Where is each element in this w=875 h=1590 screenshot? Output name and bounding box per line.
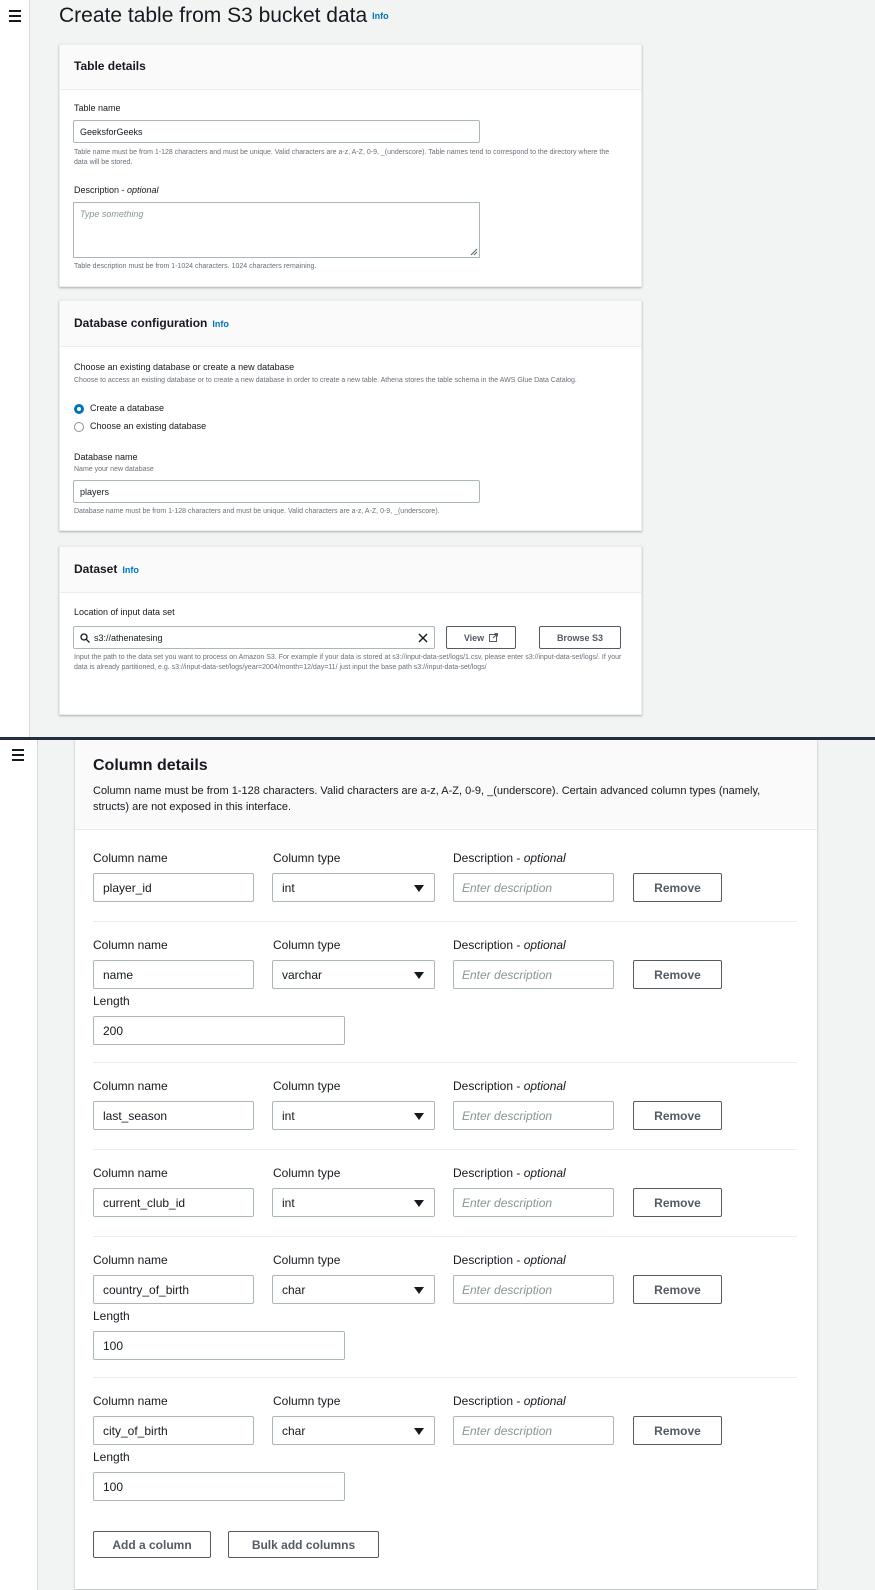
column-type-label: Column type (273, 1394, 341, 1408)
caret-down-icon (414, 1428, 424, 1435)
column-description-label (453, 1253, 566, 1267)
column-type-label: Column type (273, 938, 341, 952)
column-details-panel (75, 739, 817, 1589)
bulk-add-columns-button[interactable]: Bulk add columns (228, 1531, 379, 1558)
remove-button[interactable]: Remove (633, 1416, 722, 1445)
dataset-info-link[interactable]: Info (122, 564, 139, 575)
browse-s3-button[interactable]: Browse S3 (539, 626, 621, 649)
database-name-subtext: Name your new database (74, 466, 154, 473)
database-name-input[interactable]: players (73, 480, 480, 503)
column-description-optional: optional (523, 1253, 566, 1267)
column-type-label: Column type (273, 851, 341, 865)
table-name-label: Table name (74, 103, 121, 113)
column-name-input[interactable]: last_season (93, 1101, 254, 1130)
column-description-label-text: Description - (453, 1394, 524, 1408)
choose-db-hint: Choose to access an existing database or to create a new database in order to create a new table. Athena stores the table schema in the AWS Glue Data Catalog. (74, 377, 577, 384)
column-name-label: Column name (93, 938, 168, 952)
existing-database-radio[interactable] (74, 422, 84, 432)
database-config-info-link[interactable]: Info (212, 318, 229, 329)
column-description-label-text: Description - (453, 1253, 524, 1267)
column-type-value: int (282, 1195, 295, 1210)
create-database-radio[interactable] (74, 404, 84, 414)
length-input[interactable]: 100 (93, 1472, 345, 1501)
page-info-link[interactable]: Info (372, 11, 389, 22)
column-type-select[interactable] (272, 1188, 435, 1217)
table-details-title: Table details (74, 59, 146, 73)
description-label (74, 185, 159, 195)
column-name-input[interactable]: player_id (93, 873, 254, 902)
page-title (59, 4, 389, 28)
remove-button[interactable]: Remove (633, 1275, 722, 1304)
location-label: Location of input data set (74, 607, 175, 617)
column-type-value: char (282, 1423, 306, 1438)
table-name-hint: Table name must be from 1-128 characters and must be unique. Valid characters are a-z, A-Z, 0-9, _(underscore). Table names tend to correspond to the directory where the data will be stored. (74, 149, 610, 166)
create-database-label[interactable]: Create a database (90, 403, 165, 413)
database-config-header (60, 301, 641, 347)
column-name-input[interactable]: country_of_birth (93, 1275, 254, 1304)
screenshot-divider (0, 737, 875, 740)
column-description-input[interactable]: Enter description (453, 960, 614, 989)
column-description-label-text: Description - (453, 1166, 524, 1180)
row-separator (93, 1236, 797, 1237)
column-type-select[interactable] (272, 1275, 435, 1304)
clear-icon[interactable] (418, 633, 428, 643)
column-description-label (453, 938, 566, 952)
dataset-title (74, 562, 139, 576)
caret-down-icon (414, 972, 424, 979)
column-description-input[interactable]: Enter description (453, 1275, 614, 1304)
view-button[interactable] (446, 626, 516, 649)
location-hint: Input the path to the data set you want to process on Amazon S3. For example if your data is stored at s3://input-data-set/logs/1.csv, please enter s3://input-data-set/logs/. If your data is already partitioned, e.g. s3://input-data-set/logs/year=2004/month=12/day=11/ just input the base path s3://input-data-set/logs/ (74, 654, 622, 671)
column-description-optional: optional (523, 851, 566, 865)
column-description-optional: optional (523, 938, 566, 952)
view-button-label: View (463, 632, 485, 643)
remove-button[interactable]: Remove (633, 1188, 722, 1217)
row-separator (93, 1062, 797, 1063)
column-name-label: Column name (93, 1166, 168, 1180)
column-description-input[interactable]: Enter description (453, 873, 614, 902)
database-name-hint: Database name must be from 1-128 characters and must be unique. Valid characters are a-z, A-Z, 0-9, _(underscore). (74, 508, 440, 515)
column-name-input[interactable]: name (93, 960, 254, 989)
database-config-title (74, 316, 229, 330)
description-textarea[interactable]: Type something (73, 202, 480, 258)
table-details-panel (59, 44, 642, 287)
row-separator (93, 1149, 797, 1150)
menu-icon[interactable] (9, 10, 21, 22)
row-separator (93, 921, 797, 922)
column-description-input[interactable]: Enter description (453, 1188, 614, 1217)
menu-icon-2[interactable] (12, 749, 24, 761)
length-label: Length (93, 1309, 130, 1323)
remove-button[interactable]: Remove (633, 873, 722, 902)
column-type-select[interactable] (272, 873, 435, 902)
column-description-label-text: Description - (453, 851, 524, 865)
column-type-value: int (282, 880, 295, 895)
table-name-input[interactable]: GeeksforGeeks (73, 120, 480, 143)
column-name-label: Column name (93, 851, 168, 865)
column-type-label: Column type (273, 1079, 341, 1093)
caret-down-icon (414, 885, 424, 892)
side-nav-bar (0, 0, 30, 737)
column-name-input[interactable]: current_club_id (93, 1188, 254, 1217)
description-label-text: Description - (74, 185, 128, 195)
column-name-label: Column name (93, 1394, 168, 1408)
column-description-label-text: Description - (453, 1079, 524, 1093)
database-config-title-text: Database configuration (74, 316, 208, 330)
resize-handle-icon[interactable] (470, 248, 478, 256)
caret-down-icon (414, 1200, 424, 1207)
database-config-panel (59, 300, 642, 531)
description-optional: optional (127, 185, 159, 195)
bottom-screenshot (0, 739, 875, 1590)
column-type-value: int (282, 1108, 295, 1123)
location-value: s3://athenatesing (94, 632, 163, 643)
column-type-label: Column type (273, 1166, 341, 1180)
choose-db-label: Choose an existing database or create a new database (74, 362, 295, 372)
dataset-title-text: Dataset (74, 562, 118, 576)
column-description-label-text: Description - (453, 938, 524, 952)
column-description-optional: optional (523, 1166, 566, 1180)
length-input[interactable]: 100 (93, 1331, 345, 1360)
page-title-text: Create table from S3 bucket data (59, 4, 368, 27)
column-type-value: varchar (282, 967, 323, 982)
column-description-label (453, 1394, 566, 1408)
column-type-label: Column type (273, 1253, 341, 1267)
top-screenshot (0, 0, 875, 737)
column-details-description: Column name must be from 1-128 characters. Valid characters are a-z, A-Z, 0-9, _(underscore). Certain advanced column types (namely, structs) are not exposed in this interface. (93, 785, 761, 813)
table-details-header (60, 45, 641, 90)
database-name-label: Database name (74, 452, 138, 462)
length-input[interactable]: 200 (93, 1016, 345, 1045)
column-details-title: Column details (93, 757, 208, 774)
column-type-value: char (282, 1282, 306, 1297)
side-nav-bar-2 (0, 739, 38, 1590)
external-link-icon (489, 633, 498, 642)
column-description-input[interactable]: Enter description (453, 1416, 614, 1445)
column-name-input[interactable]: city_of_birth (93, 1416, 254, 1445)
column-description-input[interactable]: Enter description (453, 1101, 614, 1130)
remove-button[interactable]: Remove (633, 1101, 722, 1130)
column-description-label (453, 1166, 566, 1180)
location-input[interactable] (73, 626, 435, 649)
existing-database-label[interactable]: Choose an existing database (90, 421, 207, 431)
row-separator (93, 1377, 797, 1378)
column-type-select[interactable] (272, 960, 435, 989)
column-name-label: Column name (93, 1253, 168, 1267)
column-type-select[interactable] (272, 1101, 435, 1130)
search-icon (80, 633, 90, 643)
caret-down-icon (414, 1287, 424, 1294)
description-hint: Table description must be from 1-1024 characters. 1024 characters remaining. (74, 263, 317, 270)
column-name-label: Column name (93, 1079, 168, 1093)
dataset-panel (59, 546, 642, 715)
add-column-button[interactable]: Add a column (93, 1531, 211, 1558)
column-description-optional: optional (523, 1394, 566, 1408)
caret-down-icon (414, 1113, 424, 1120)
remove-button[interactable]: Remove (633, 960, 722, 989)
dataset-header (60, 547, 641, 593)
column-type-select[interactable] (272, 1416, 435, 1445)
column-details-header (75, 739, 817, 830)
length-label: Length (93, 994, 130, 1008)
column-description-label (453, 851, 566, 865)
column-description-label (453, 1079, 566, 1093)
length-label: Length (93, 1450, 130, 1464)
column-description-optional: optional (523, 1079, 566, 1093)
